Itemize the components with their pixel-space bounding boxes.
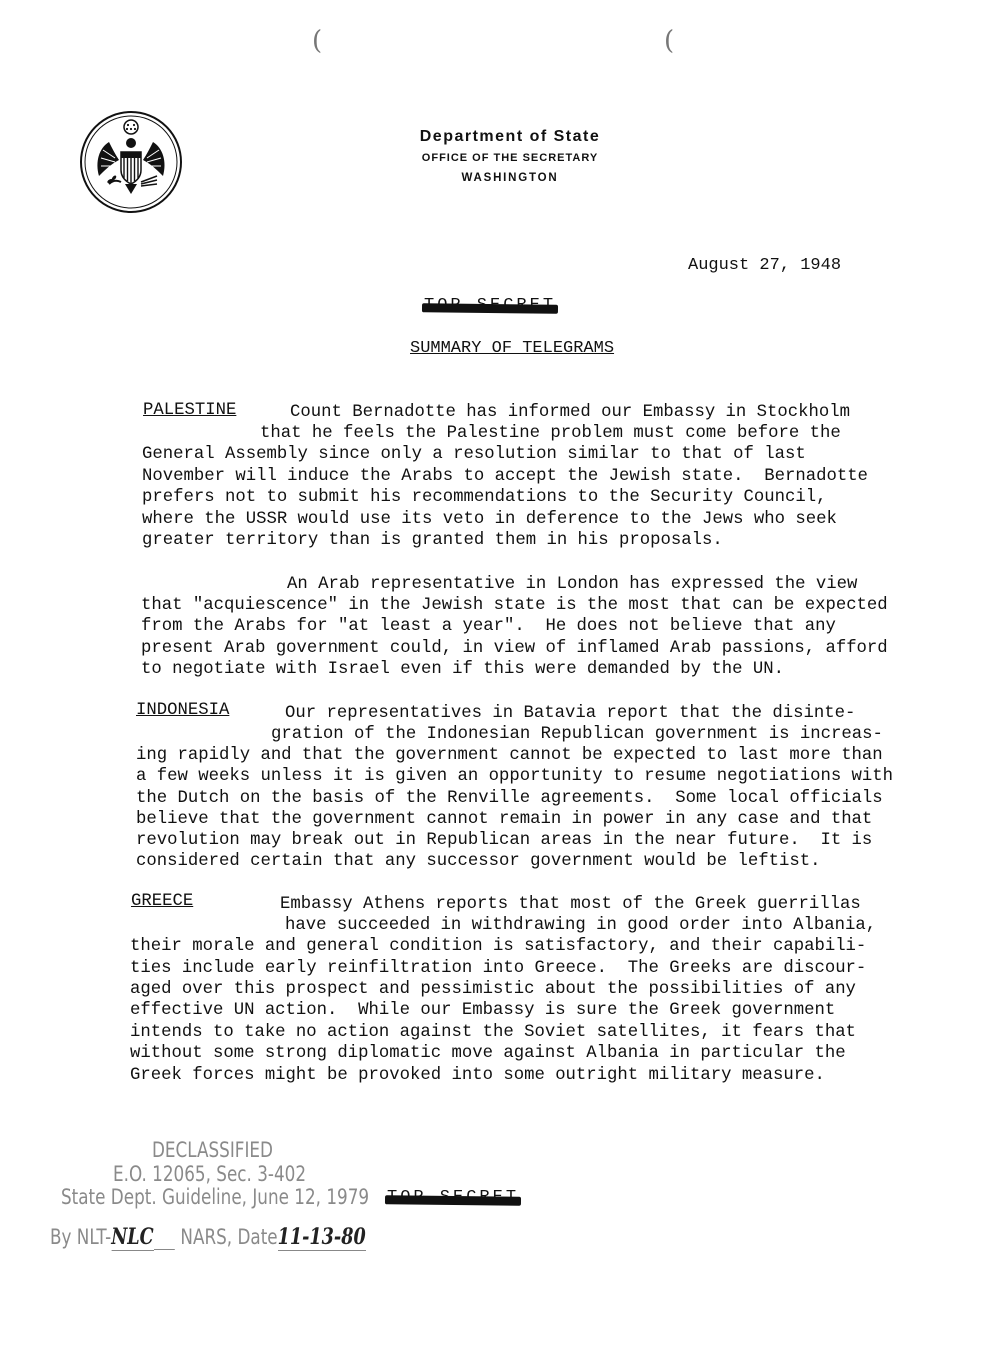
- declassified-stamp-line: State Dept. Guideline, June 12, 1979: [61, 1185, 370, 1209]
- handwritten-date: 11-13-80: [277, 1224, 366, 1250]
- office-name: OFFICE OF THE SECRETARY: [421, 152, 599, 164]
- section-heading-greece: GREECE: [131, 892, 194, 911]
- text-line: Our representatives in Batavia report that the disinte-: [285, 704, 856, 723]
- text-line: the Dutch on the basis of the Renville agreements. Some local officials: [136, 789, 883, 808]
- classification-top: [424, 296, 556, 315]
- text-line: to negotiate with Israel even if this were demanded by the UN.: [141, 660, 784, 679]
- text-line: from the Arabs for "at least a year". He does not believe that any: [141, 617, 836, 636]
- document-date: August 27, 1948: [688, 256, 842, 275]
- text-line: aged over this prospect and pessimistic about the possibilities of any: [130, 980, 856, 999]
- text-line: revolution may break out in Republican areas in the near future. It is: [136, 831, 873, 850]
- redaction-strike: [422, 303, 558, 313]
- declassified-authority-line: [50, 1224, 366, 1250]
- text-line: believe that the government cannot remain in power in any case and that: [136, 810, 873, 829]
- document-title: SUMMARY OF TELEGRAMS: [410, 339, 615, 358]
- text-line: Count Bernadotte has informed our Embassy in Stockholm: [290, 403, 851, 422]
- text-line: have succeeded in withdrawing in good order into Albania,: [285, 916, 877, 935]
- punch-mark: (: [664, 26, 675, 56]
- text-line: ing rapidly and that the government cannot be expected to last more than: [136, 746, 883, 765]
- text-line: considered certain that any successor government would be leftist.: [136, 852, 821, 871]
- text-line: effective UN action. While our Embassy is sure the Greek government: [130, 1001, 836, 1020]
- text-line: prefers not to submit his recommendations to the Security Council,: [142, 488, 827, 507]
- text-line: General Assembly since only a resolution similar to that of last: [142, 445, 806, 464]
- handwritten-initials: NLC: [111, 1224, 154, 1250]
- text-line: that he feels the Palestine problem must come before the: [260, 424, 841, 443]
- text-line: their morale and general condition is satisfactory, and their capabili-: [130, 937, 867, 956]
- text-line: An Arab representative in London has expressed the view: [287, 575, 858, 594]
- redaction-strike: [385, 1195, 521, 1205]
- text-line: that "acquiescence" in the Jewish state is the most that can be expected: [141, 596, 888, 615]
- text-line: present Arab government could, in view of inflamed Arab passions, afford: [141, 639, 888, 658]
- text-line: greater territory than is granted them in his proposals.: [142, 531, 723, 550]
- text-line: ties include early reinfiltration into Greece. The Greeks are discour-: [130, 959, 867, 978]
- by-label: By NLT-: [50, 1225, 112, 1249]
- text-line: intends to take no action against the Soviet satellites, it fears that: [130, 1023, 856, 1042]
- text-line: November will induce the Arabs to accept the Jewish state. Bernadotte: [142, 467, 868, 486]
- classification-bottom: [387, 1188, 519, 1207]
- text-line: without some strong diplomatic move against Albania in particular the: [130, 1044, 846, 1063]
- declassified-stamp-line: DECLASSIFIED: [152, 1138, 273, 1162]
- declassified-stamp-line: E.O. 12065, Sec. 3-402: [113, 1162, 307, 1186]
- punch-mark: (: [312, 26, 323, 56]
- city-name: WASHINGTON: [461, 172, 559, 184]
- text-line: Embassy Athens reports that most of the Greek guerrillas: [280, 895, 861, 914]
- section-heading-indonesia: INDONESIA: [136, 701, 230, 720]
- text-line: Greek forces might be provoked into some outright military measure.: [130, 1066, 825, 1085]
- great-seal-eagle-icon: [79, 110, 183, 214]
- text-line: where the USSR would use its veto in deference to the Jews who seek: [142, 510, 837, 529]
- text-line: gration of the Indonesian Republican government is increas-: [271, 725, 883, 744]
- letterhead: [350, 128, 670, 184]
- agency-label: NARS, Date: [175, 1225, 278, 1249]
- text-line: a few weeks unless it is given an opportunity to resume negotiations with: [136, 767, 894, 786]
- department-name: Department of State: [419, 128, 601, 145]
- section-heading-palestine: PALESTINE: [143, 401, 237, 420]
